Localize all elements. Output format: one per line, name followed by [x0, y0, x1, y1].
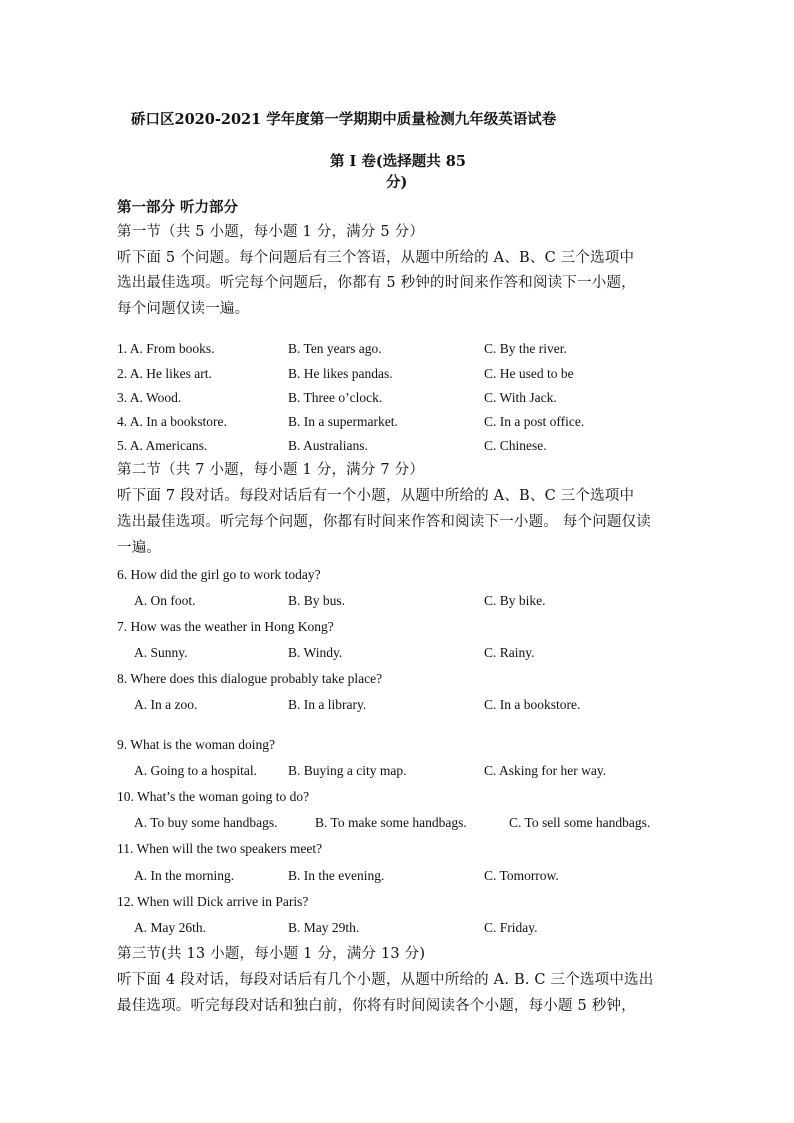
option-b: B. To make some handbags. [315, 815, 467, 830]
question-text: 12. When will Dick arrive in Paris? [117, 894, 309, 909]
option-c: C. To sell some handbags. [509, 815, 651, 830]
section1-instruction: 听下面 5 个问题。每个问题后有三个答语，从题中所给的 A、B、C 三个选项中 [117, 250, 635, 266]
section1-heading: 第一节（共 5 小题，每小题 1 分，满分 5 分） [117, 224, 425, 240]
exam-title: 硚口区2020-2021 学年度第一学期期中质量检测九年级英语试卷 [131, 111, 557, 128]
option-a: A. On foot. [134, 593, 196, 608]
option-a: A. In a zoo. [134, 697, 198, 712]
option-a: 4. A. In a bookstore. [117, 414, 227, 429]
option-b: B. In the evening. [288, 868, 385, 883]
section1-instruction: 每个问题仅读一遍。 [117, 301, 250, 317]
section2-instruction: 听下面 7 段对话。每段对话后有一个小题，从题中所给的 A、B、C 三个选项中 [117, 488, 635, 504]
option-c: C. Asking for her way. [484, 763, 607, 778]
question-text: 9. What is the woman doing? [117, 737, 275, 752]
section3-instruction: 最佳选项。听完每段对话和独白前，你将有时间阅读各个小题，每小题 5 秒钟， [117, 998, 636, 1014]
option-b: B. In a supermarket. [288, 414, 398, 429]
option-a: 2. A. He likes art. [117, 366, 212, 381]
option-b: B. May 29th. [288, 920, 360, 935]
option-a: 1. A. From books. [117, 341, 215, 356]
section2-heading: 第二节（共 7 小题，每小题 1 分，满分 7 分） [117, 462, 425, 478]
section2-instruction: 一遍。 [117, 540, 162, 556]
section1-instruction: 选出最佳选项。听完每个问题后，你都有 5 秒钟的时间来作答和阅读下一小题， [117, 275, 636, 291]
question-text: 7. How was the weather in Hong Kong? [117, 619, 334, 634]
option-b: B. Buying a city map. [288, 763, 407, 778]
volume-heading-line2: 分) [386, 174, 408, 191]
option-a: A. Going to a hospital. [134, 763, 257, 778]
option-c: C. He used to be [484, 366, 574, 381]
option-a: A. To buy some handbags. [134, 815, 278, 830]
question-text: 11. When will the two speakers meet? [117, 841, 323, 856]
part-heading: 第一部分 听力部分 [117, 199, 239, 216]
option-a: A. May 26th. [134, 920, 206, 935]
section3-heading: 第三节(共 13 小题，每小题 1 分，满分 13 分) [117, 946, 426, 962]
option-c: C. Friday. [484, 920, 538, 935]
option-b: B. Windy. [288, 645, 343, 660]
section3-instruction: 听下面 4 段对话，每段对话后有几个小题，从题中所给的 A. B. C 三个选项中选出 [117, 972, 654, 988]
option-a: A. Sunny. [134, 645, 188, 660]
question-text: 10. What’s the woman going to do? [117, 789, 310, 804]
option-c: C. In a bookstore. [484, 697, 581, 712]
option-c: C. Chinese. [484, 438, 547, 453]
option-b: B. By bus. [288, 593, 346, 608]
question-text: 8. Where does this dialogue probably take place? [117, 671, 383, 686]
option-c: C. Rainy. [484, 645, 535, 660]
option-b: B. Ten years ago. [288, 341, 382, 356]
option-b: B. Australians. [288, 438, 368, 453]
option-b: B. Three o’clock. [288, 390, 383, 405]
option-b: B. In a library. [288, 697, 367, 712]
question-text: 6. How did the girl go to work today? [117, 567, 321, 582]
option-a: 5. A. Americans. [117, 438, 208, 453]
volume-heading-line1: 第 I 卷(选择题共 85 [330, 153, 466, 170]
option-b: B. He likes pandas. [288, 366, 393, 381]
option-c: C. Tomorrow. [484, 868, 559, 883]
option-a: 3. A. Wood. [117, 390, 182, 405]
option-a: A. In the morning. [134, 868, 235, 883]
option-c: C. With Jack. [484, 390, 557, 405]
section2-instruction: 选出最佳选项。听完每个问题，你都有时间来作答和阅读下一小题。 每个问题仅读 [117, 514, 652, 530]
option-c: C. By the river. [484, 341, 567, 356]
option-c: C. By bike. [484, 593, 546, 608]
option-c: C. In a post office. [484, 414, 585, 429]
